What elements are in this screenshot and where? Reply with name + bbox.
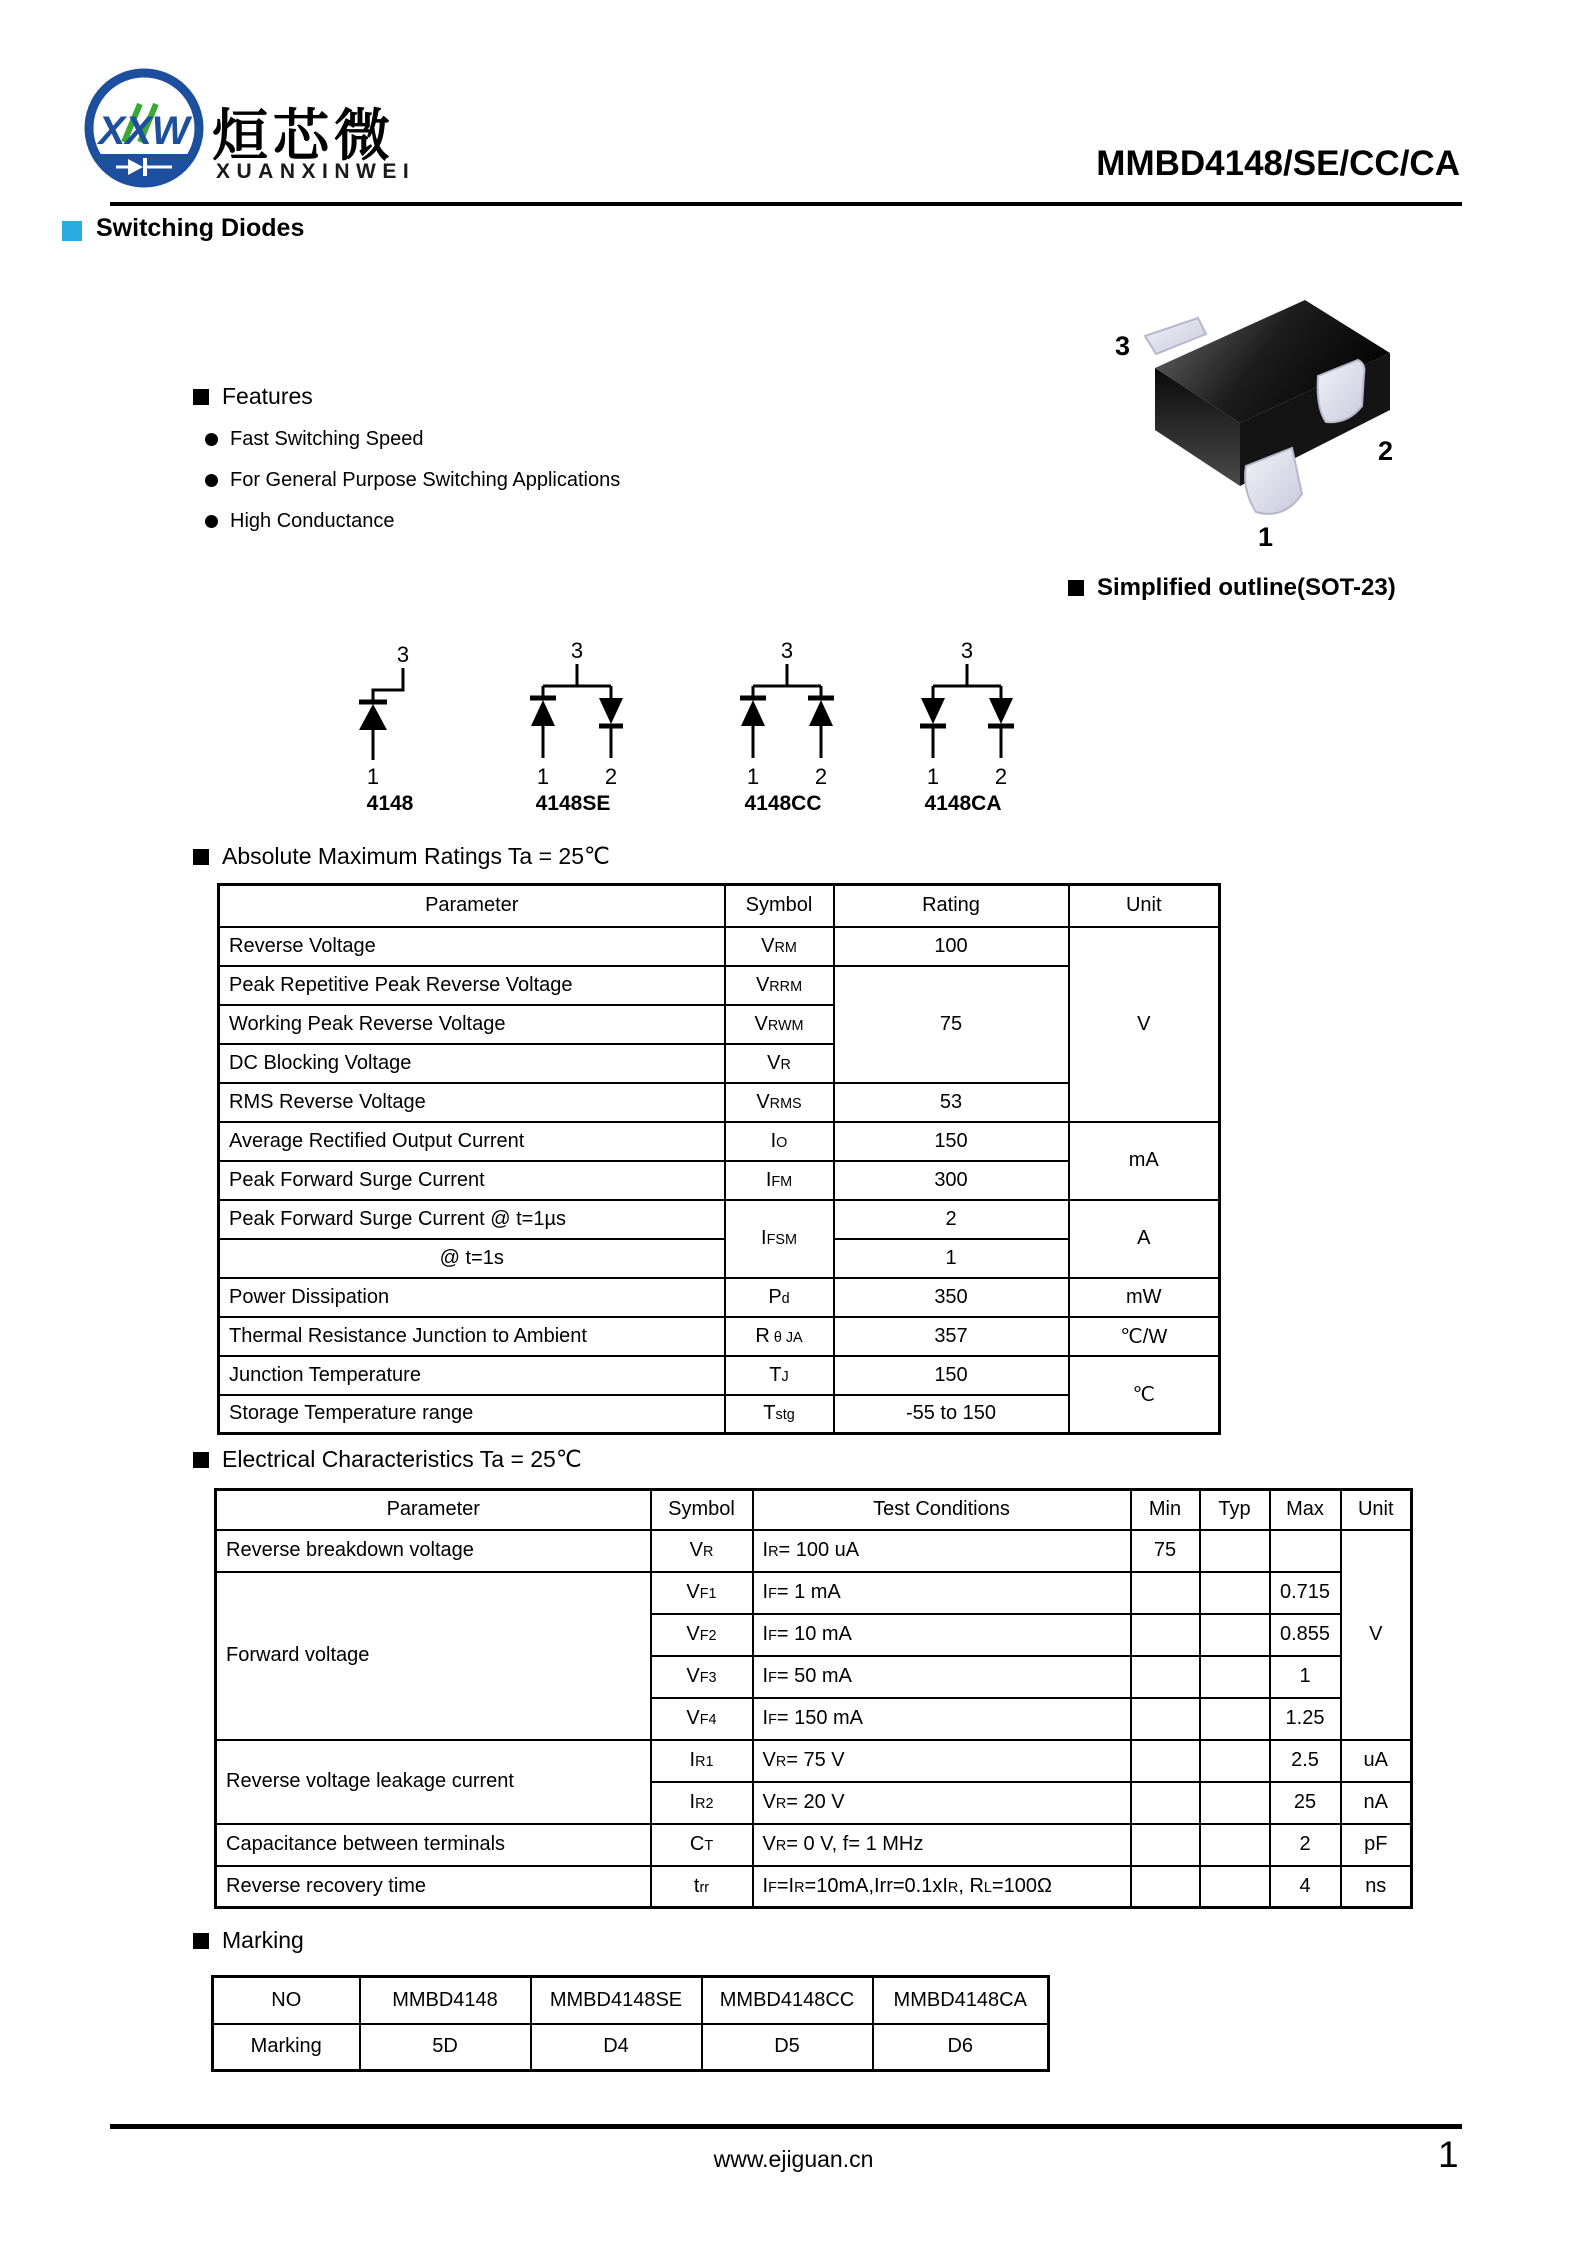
pin-3-label: 3 (780, 638, 794, 663)
table-cell: Forward voltage (216, 1572, 651, 1740)
table-cell: Reverse breakdown voltage (216, 1530, 651, 1572)
table-cell: RMS Reverse Voltage (219, 1083, 725, 1122)
table-cell: 100 (834, 927, 1069, 966)
pin-2-label: 2 (1378, 436, 1394, 466)
bullet-dot-icon (205, 515, 218, 528)
pin-2-label: 2 (604, 764, 618, 789)
table-cell: ns (1341, 1866, 1412, 1908)
table-cell: ℃/W (1069, 1317, 1220, 1356)
section-square-icon (193, 1452, 209, 1468)
pin-1-label: 1 (746, 764, 760, 789)
features-heading (193, 383, 313, 410)
table-cell (1200, 1698, 1270, 1740)
table-cell: VF4 (651, 1698, 753, 1740)
symbol-label: 4148CA (924, 792, 1002, 815)
table-cell (1131, 1614, 1200, 1656)
table-cell: VF2 (651, 1614, 753, 1656)
table-cell: Storage Temperature range (219, 1395, 725, 1434)
pin-1-label: 1 (536, 764, 550, 789)
category-label: Switching Diodes (96, 214, 305, 242)
column-header: Symbol (651, 1490, 753, 1530)
table-cell: 5D (360, 2024, 531, 2071)
pin-3-label: 3 (1114, 331, 1130, 361)
table-cell (1200, 1614, 1270, 1656)
amr-table (217, 883, 1221, 1435)
column-header: Symbol (725, 885, 834, 927)
logo-latin-name: XUANXINWEI (216, 160, 416, 183)
table-cell: Peak Repetitive Peak Reverse Voltage (219, 966, 725, 1005)
table-row (219, 1278, 1220, 1317)
table-cell: VR (651, 1530, 753, 1572)
header-rule (110, 202, 1462, 206)
table-row (219, 927, 1220, 966)
marking-heading (193, 1927, 304, 1954)
feature-item-label: For General Purpose Switching Applications (230, 469, 621, 491)
symbol-label: 4148 (366, 792, 414, 815)
table-cell: IO (725, 1122, 834, 1161)
table-cell: 350 (834, 1278, 1069, 1317)
table-cell: Pd (725, 1278, 834, 1317)
table-cell: Reverse voltage leakage current (216, 1740, 651, 1824)
outline-heading (1068, 574, 1396, 602)
pin-3-label: 3 (396, 642, 410, 667)
table-cell (1200, 1656, 1270, 1698)
table-cell: VR (725, 1044, 834, 1083)
table-cell: 75 (834, 966, 1069, 1083)
table-cell: IR1 (651, 1740, 753, 1782)
table-cell: 75 (1131, 1530, 1200, 1572)
table-cell: Reverse Voltage (219, 927, 725, 966)
table-cell: V (1341, 1530, 1412, 1740)
column-header: Max (1270, 1490, 1341, 1530)
amr-heading-label: Absolute Maximum Ratings Ta = 25℃ (222, 843, 610, 869)
marking-heading-label: Marking (222, 1927, 304, 1953)
footer-website: www.ejiguan.cn (713, 2146, 874, 2172)
table-cell: pF (1341, 1824, 1412, 1866)
ec-heading (193, 1446, 582, 1473)
diode-triangle (741, 700, 765, 726)
table-cell: VF3 (651, 1656, 753, 1698)
table-cell: 1 (834, 1239, 1069, 1278)
column-header: Typ (1200, 1490, 1270, 1530)
table-row (216, 1866, 1412, 1908)
features-heading-label: Features (222, 383, 313, 409)
table-cell: VRM (725, 927, 834, 966)
column-header: Test Conditions (753, 1490, 1131, 1530)
table-cell: 2 (834, 1200, 1069, 1239)
table-cell: A (1069, 1200, 1220, 1278)
symbol-figure-4148se (498, 632, 648, 792)
table-cell: 150 (834, 1356, 1069, 1395)
table-cell: Thermal Resistance Junction to Ambient (219, 1317, 725, 1356)
table-cell: D5 (702, 2024, 873, 2071)
table-cell (1270, 1530, 1341, 1572)
pin-1-label: 1 (1258, 522, 1274, 552)
bullet-dot-icon (205, 433, 218, 446)
feature-item (205, 510, 395, 533)
pin-2-label: 2 (814, 764, 828, 789)
diode-triangle (359, 704, 387, 730)
table-cell: IFSM (725, 1200, 834, 1278)
table-cell: V (1069, 927, 1220, 1122)
table-cell (1131, 1698, 1200, 1740)
table-cell: DC Blocking Voltage (219, 1044, 725, 1083)
table-cell (1200, 1572, 1270, 1614)
table-cell: 53 (834, 1083, 1069, 1122)
footer-page-number: 1 (1438, 2134, 1459, 2175)
pin-1-label: 1 (926, 764, 940, 789)
table-cell: 4 (1270, 1866, 1341, 1908)
table-cell: CT (651, 1824, 753, 1866)
table-cell: nA (1341, 1782, 1412, 1824)
symbol-figure-4148cc (708, 632, 858, 792)
ec-heading-label: Electrical Characteristics Ta = 25℃ (222, 1446, 582, 1472)
table-cell: mW (1069, 1278, 1220, 1317)
table-cell: VF1 (651, 1572, 753, 1614)
table-cell: @ t=1s (219, 1239, 725, 1278)
table-cell: D6 (873, 2024, 1049, 2071)
ec-table (214, 1488, 1413, 1909)
table-cell (1131, 1572, 1200, 1614)
table-cell: 1 (1270, 1656, 1341, 1698)
pin-2-label: 2 (994, 764, 1008, 789)
table-cell: VR= 75 V (753, 1740, 1131, 1782)
pin-3-label: 3 (570, 638, 584, 663)
table-cell: NO (213, 1977, 360, 2024)
table-cell: IR2 (651, 1782, 753, 1824)
table-cell: Reverse recovery time (216, 1866, 651, 1908)
table-row (216, 1824, 1412, 1866)
table-cell: R θ JA (725, 1317, 834, 1356)
pin-3-lead (1145, 318, 1206, 354)
table-cell: MMBD4148 (360, 1977, 531, 2024)
table-header-row (219, 885, 1220, 927)
table-row (219, 1200, 1220, 1239)
table-cell: 0.715 (1270, 1572, 1341, 1614)
diode-triangle (531, 700, 555, 726)
table-cell: 357 (834, 1317, 1069, 1356)
page-title: MMBD4148/SE/CC/CA (1096, 144, 1460, 183)
table-cell: 25 (1270, 1782, 1341, 1824)
table-row (216, 1572, 1412, 1614)
category-bullet-icon (62, 221, 82, 241)
section-square-icon (1068, 580, 1084, 596)
table-cell: VR= 20 V (753, 1782, 1131, 1824)
table-cell (1200, 1824, 1270, 1866)
table-cell: 150 (834, 1122, 1069, 1161)
table-row (216, 1530, 1412, 1572)
table-cell: mA (1069, 1122, 1220, 1200)
diode-triangle (921, 698, 945, 724)
symbol-label: 4148SE (535, 792, 611, 815)
table-cell: Peak Forward Surge Current @ t=1µs (219, 1200, 725, 1239)
table-cell: Marking (213, 2024, 360, 2071)
table-cell: -55 to 150 (834, 1395, 1069, 1434)
table-header-row (213, 1977, 1049, 2024)
table-cell: Peak Forward Surge Current (219, 1161, 725, 1200)
table-cell (1131, 1740, 1200, 1782)
symbol-figure-4148 (315, 632, 445, 792)
logo-monogram: XXW (98, 109, 190, 153)
table-cell: Junction Temperature (219, 1356, 725, 1395)
table-cell: trr (651, 1866, 753, 1908)
section-square-icon (193, 1933, 209, 1949)
table-cell: IF= 1 mA (753, 1572, 1131, 1614)
section-square-icon (193, 849, 209, 865)
table-cell: uA (1341, 1740, 1412, 1782)
table-cell: MMBD4148CC (702, 1977, 873, 2024)
table-cell: MMBD4148SE (531, 1977, 702, 2024)
table-cell: Average Rectified Output Current (219, 1122, 725, 1161)
table-cell (1131, 1824, 1200, 1866)
table-cell: VRRM (725, 966, 834, 1005)
diode-triangle (599, 698, 623, 724)
table-cell: MMBD4148CA (873, 1977, 1049, 2024)
table-cell: VRWM (725, 1005, 834, 1044)
symbol-figure-4148ca (888, 632, 1038, 792)
table-cell: 2.5 (1270, 1740, 1341, 1782)
column-header: Unit (1069, 885, 1220, 927)
column-header: Parameter (216, 1490, 651, 1530)
table-row (219, 1356, 1220, 1395)
table-cell: IF=IR=10mA,Irr=0.1xIR, RL=100Ω (753, 1866, 1131, 1908)
table-row (216, 1740, 1412, 1782)
table-cell: 300 (834, 1161, 1069, 1200)
outline-heading-label: Simplified outline(SOT-23) (1097, 574, 1396, 601)
table-cell: TJ (725, 1356, 834, 1395)
table-header-row (216, 1490, 1412, 1530)
company-logo-emblem (80, 62, 212, 198)
diode-triangle (809, 700, 833, 726)
marking-table (211, 1975, 1050, 2072)
sot23-package-figure (1060, 258, 1420, 558)
feature-item-label: High Conductance (230, 510, 395, 532)
table-cell: IFM (725, 1161, 834, 1200)
table-row (219, 1122, 1220, 1161)
amr-heading (193, 843, 610, 870)
table-cell (1200, 1530, 1270, 1572)
table-cell: Working Peak Reverse Voltage (219, 1005, 725, 1044)
table-cell (1200, 1782, 1270, 1824)
symbol-label: 4148CC (744, 792, 822, 815)
table-cell: 0.855 (1270, 1614, 1341, 1656)
pin-1-label: 1 (366, 764, 380, 789)
column-header: Unit (1341, 1490, 1412, 1530)
table-cell: VR= 0 V, f= 1 MHz (753, 1824, 1131, 1866)
table-cell: Power Dissipation (219, 1278, 725, 1317)
table-cell: IF= 150 mA (753, 1698, 1131, 1740)
table-cell (1200, 1866, 1270, 1908)
table-cell: ℃ (1069, 1356, 1220, 1434)
column-header: Min (1131, 1490, 1200, 1530)
table-cell: VRMS (725, 1083, 834, 1122)
feature-item (205, 428, 423, 451)
table-cell: IF= 50 mA (753, 1656, 1131, 1698)
pin-3-label: 3 (960, 638, 974, 663)
feature-item-label: Fast Switching Speed (230, 428, 424, 450)
column-header: Parameter (219, 885, 725, 927)
section-square-icon (193, 389, 209, 405)
table-cell: Capacitance between terminals (216, 1824, 651, 1866)
table-cell (1131, 1656, 1200, 1698)
table-cell: 1.25 (1270, 1698, 1341, 1740)
table-cell: 2 (1270, 1824, 1341, 1866)
table-cell (1131, 1782, 1200, 1824)
logo-cjk-name: 烜芯微 (212, 104, 395, 167)
table-cell: IR= 100 uA (753, 1530, 1131, 1572)
table-cell (1131, 1866, 1200, 1908)
table-cell: D4 (531, 2024, 702, 2071)
table-row (219, 1317, 1220, 1356)
table-row (213, 2024, 1049, 2071)
footer-rule (110, 2124, 1462, 2129)
bullet-dot-icon (205, 474, 218, 487)
table-cell (1200, 1740, 1270, 1782)
feature-item (205, 469, 620, 492)
column-header: Rating (834, 885, 1069, 927)
table-cell: Tstg (725, 1395, 834, 1434)
diode-triangle (989, 698, 1013, 724)
table-cell: IF= 10 mA (753, 1614, 1131, 1656)
